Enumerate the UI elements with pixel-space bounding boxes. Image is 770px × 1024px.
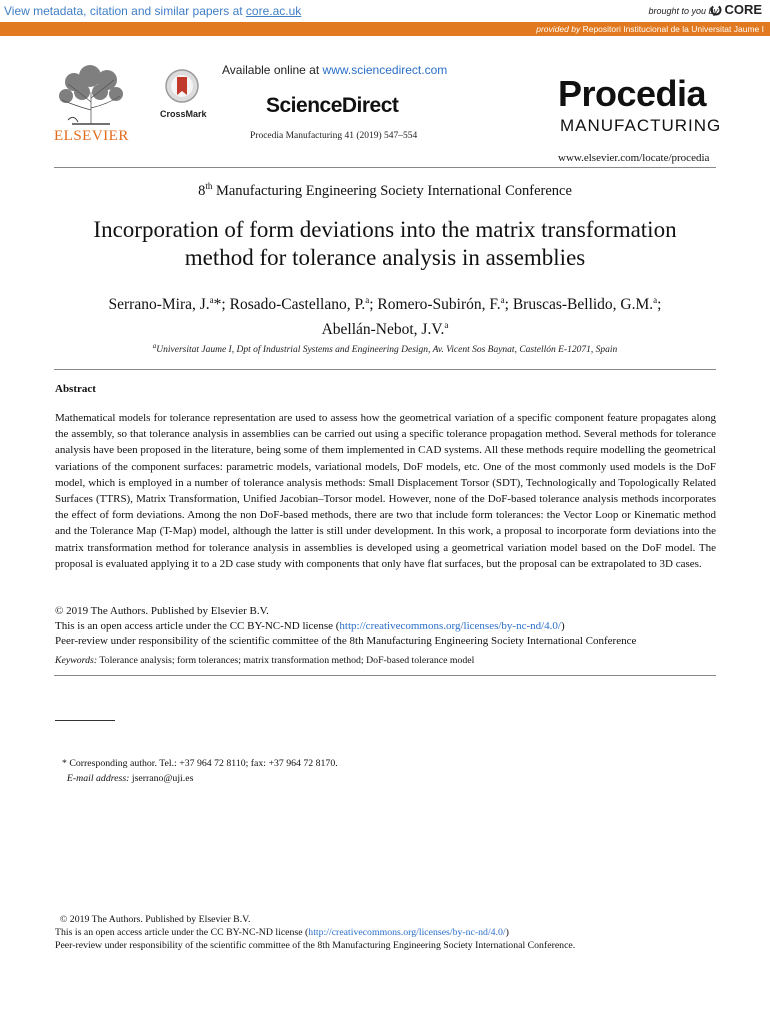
brought-by-text: brought to you by [648, 6, 718, 16]
available-online: Available online at www.sciencedirect.com [222, 63, 448, 77]
header-divider [54, 167, 716, 168]
footer-license-link[interactable]: http://creativecommons.org/licenses/by-nc-nd/4.0/ [308, 927, 506, 939]
footer-peer-review: Peer-review under responsibility of the scientific committee of the 8th Manufacturing Engineering Society International Conference. [55, 940, 576, 952]
copyright-line: © 2019 The Authors. Published by Elsevier B.V. [55, 605, 269, 617]
sciencedirect-logo: ScienceDirect [266, 94, 399, 117]
conference-name: 8th Manufacturing Engineering Society International Conference [198, 181, 572, 199]
footnote-rule [55, 720, 115, 721]
abstract-heading: Abstract [55, 383, 96, 395]
crossmark-badge[interactable] [160, 68, 207, 119]
keywords: Keywords: Tolerance analysis; form tolerances; matrix transformation method; DoF-based tolerance model [55, 655, 475, 666]
sciencedirect-url[interactable]: www.sciencedirect.com [322, 63, 448, 77]
journal-reference: Procedia Manufacturing 41 (2019) 547–554 [250, 131, 418, 141]
core-banner [0, 0, 770, 22]
page-footer [55, 913, 735, 953]
elsevier-wordmark: ELSEVIER [54, 128, 129, 144]
provided-by-text[interactable]: provided by Repositori Institucional de la Universitat Jaume I [536, 24, 764, 34]
core-logo[interactable]: CORE [710, 2, 762, 17]
license-line: This is an open access article under the CC BY-NC-ND license (http://creativecommons.org/licenses/by-nc-nd/4.0/) [55, 620, 565, 632]
peer-review-line: Peer-review under responsibility of the scientific committee of the 8th Manufacturing Engineering Society International Conference [55, 635, 637, 647]
author-name: Bruscas-Bellido, G.M. [512, 296, 654, 313]
author-list: Serrano-Mira, J.$^a$*; Rosado-Castellano, P.$^a$; Romero-Subirón, F.$^a$; Bruscas-Bellido, G.M.$^a$; Abellán-Nebot, J.V.$^a$ [108, 295, 662, 338]
copyright-block [55, 604, 716, 649]
author-name: Abellán-Nebot, J.V. [321, 321, 445, 338]
paper-title: Incorporation of form deviations into the matrix transformation method for tolerance analysis in assemblies [93, 217, 677, 270]
core-logo-icon [710, 4, 722, 16]
journal-title: Procedia [558, 73, 707, 114]
core-metadata-link[interactable]: View metadata, citation and similar papers at core.ac.uk [4, 4, 302, 18]
affiliation: $^a$Universitat Jaume I, Dpt of Industrial Systems and Engineering Design, Av. Vicent Sos Baynat, Castellón E-12071, Spain [152, 342, 618, 355]
author-email[interactable]: jserrano@uji.es [129, 773, 194, 784]
crossmark-label: CrossMark [160, 109, 207, 119]
abstract-text: Mathematical models for tolerance representation are used to assess how the geometrical variation of a specific component feature propagates along the assembly, so that tolerance analysis in assemblies can be carried out using a specific tolerance propagation method. Several methods for tolerance analysis have been proposed in the literature, being some of them implemented in CAD systems. All these methods require modelling the geometrical variations of the component surfaces: parametric models, variational models, DoF models, etc. One of the most commonly used models is the DoF model, which is employed in a number of tolerance analysis methods: Small Displacement Torsor (SDT), Technologically and Topologically Related Surfaces (TTRS), Matrix Transformation, Unified Jacobian–Torsor model. However, none of the DoF-based tolerance analysis methods incorporates the effect of form deviations. Among the non DoF-based methods, there are two that include form tolerances: the Vector Loop or Kinematic method and the Tolerance Map (T-Map) model, although the latter is still under development. In this work, a proposal to incorporate form deviations into the matrix transformation method for tolerance analysis in assemblies is developed using a geometrical variation model based on the DoF model. The proposal is evaluated applying it to a 2D case study with components that only have flat surfaces, but the proposal can be extrapolated to 3D cases. [55, 412, 716, 570]
journal-url[interactable]: www.elsevier.com/locate/procedia [558, 152, 710, 164]
crossmark-icon [164, 68, 200, 104]
footer-license: This is an open access article under the CC BY-NC-ND license (http://creativecommons.org/licenses/by-nc-nd/4.0/) [55, 927, 509, 939]
author-name: Serrano-Mira, J. [108, 296, 210, 313]
keywords-divider [54, 675, 716, 676]
abstract-divider [54, 369, 716, 370]
footer-copyright: © 2019 The Authors. Published by Elsevier B.V. [59, 914, 251, 925]
journal-subtitle: MANUFACTURING [560, 116, 722, 135]
corresponding-author-footnote: * Corresponding author. Tel.: +37 964 72 8110; fax: +37 964 72 8170. E-mail address: jserrano@uji.es [62, 758, 338, 784]
core-provider-strip [0, 22, 770, 36]
author-name: Romero-Subirón, F. [377, 296, 501, 313]
license-link[interactable]: http://creativecommons.org/licenses/by-nc-nd/4.0/ [339, 620, 561, 632]
author-name: Rosado-Castellano, P. [229, 296, 366, 313]
